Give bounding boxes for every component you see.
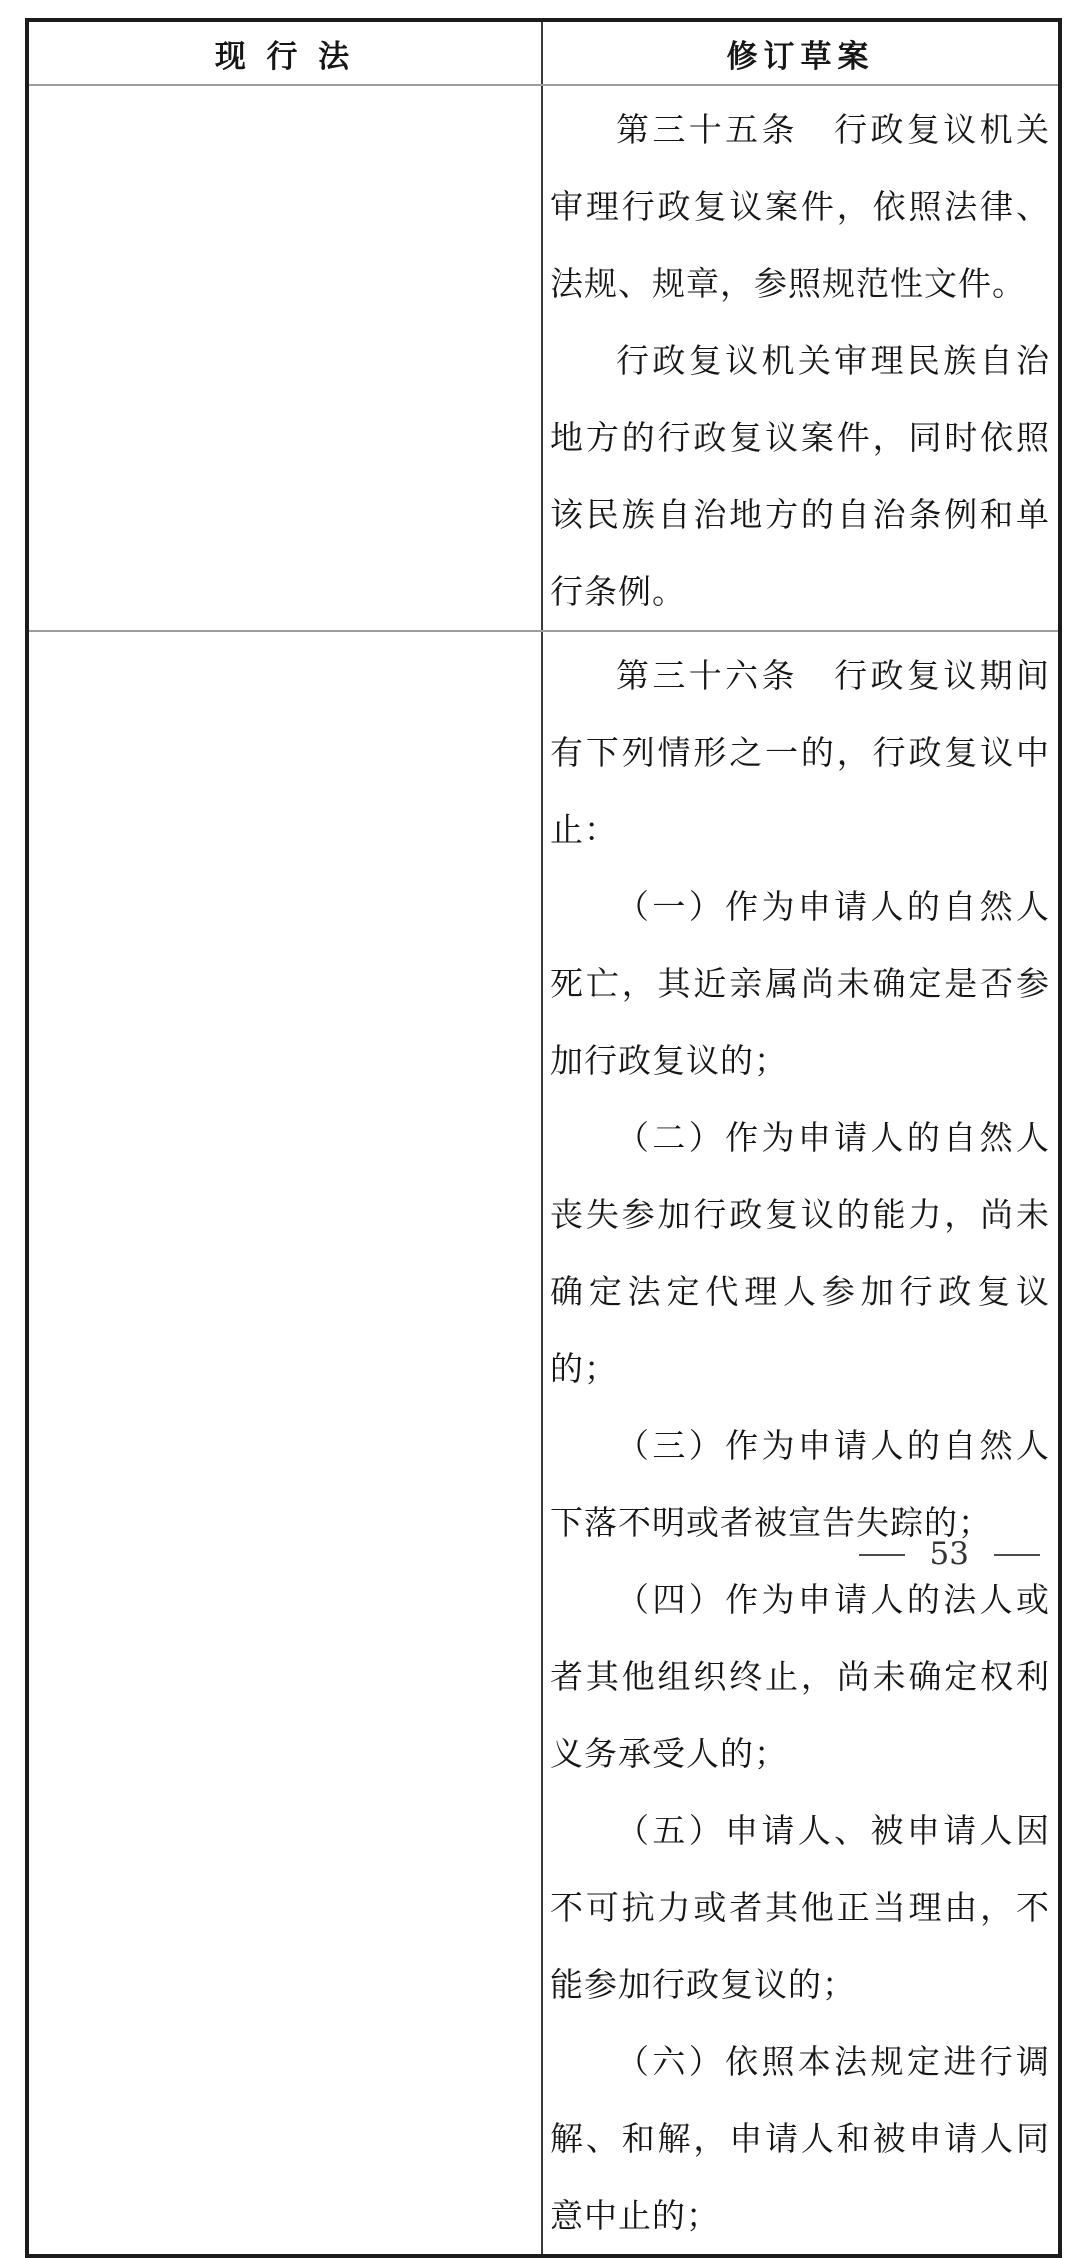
article-36-paragraph-1: 第三十六条 行政复议期间有下列情形之一的，行政复议中止： <box>550 657 1050 848</box>
article-36-item-2: （二）作为申请人的自然人丧失参加行政复议的能力，尚未确定法定代理人参加行政复议的； <box>550 1119 1050 1387</box>
revision-draft-cell-row2 <box>542 631 1060 2256</box>
page-number-dash-left <box>859 1554 905 1556</box>
current-law-cell-row2 <box>27 631 542 2256</box>
article-35-paragraph-1: 第三十五条 行政复议机关审理行政复议案件，依照法律、法规、规章，参照规范性文件。 <box>550 111 1050 302</box>
article-36-item-4: （四）作为申请人的法人或者其他组织终止，尚未确定权利义务承受人的； <box>550 1581 1050 1772</box>
law-comparison-table <box>25 18 1062 2258</box>
table-row <box>27 85 1060 631</box>
page-footer <box>859 1536 1040 1572</box>
article-36-item-1: （一）作为申请人的自然人死亡，其近亲属尚未确定是否参加行政复议的； <box>550 888 1050 1079</box>
article-36-item-6: （六）依照本法规定进行调解、和解，申请人和被申请人同意中止的； <box>550 2043 1050 2234</box>
article-36-item-3: （三）作为申请人的自然人下落不明或者被宣告失踪的； <box>550 1427 1050 1541</box>
article-35-paragraph-2: 行政复议机关审理民族自治地方的行政复议案件，同时依照该民族自治地方的自治条例和单行条例。 <box>550 342 1050 610</box>
revision-draft-cell-row1 <box>542 85 1060 631</box>
header-revision-draft: 修订草案 <box>542 20 1060 85</box>
header-current-law: 现 行 法 <box>27 20 542 85</box>
table-header-row <box>27 20 1060 85</box>
page-number-dash-right <box>994 1554 1040 1556</box>
article-36-item-5: （五）申请人、被申请人因不可抗力或者其他正当理由，不能参加行政复议的； <box>550 1812 1050 2003</box>
current-law-cell-row1 <box>27 85 542 631</box>
page-number: 53 <box>929 1536 969 1572</box>
table-row <box>27 631 1060 2256</box>
